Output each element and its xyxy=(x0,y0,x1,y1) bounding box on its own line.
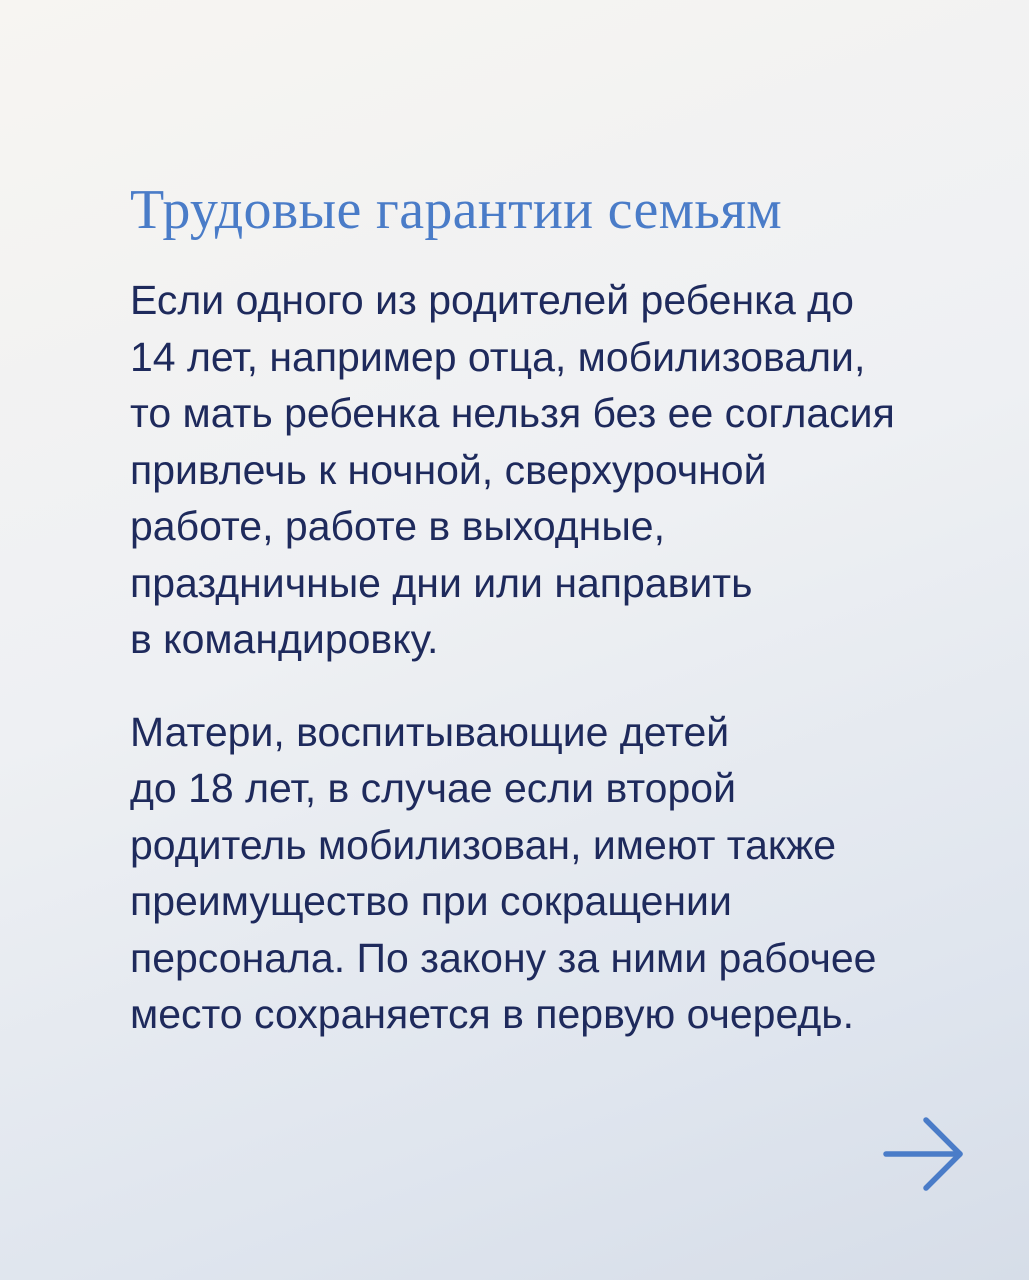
text-line: то мать ребенка нельзя без ее согласия xyxy=(130,390,895,436)
text-line: место сохраняется в первую очередь. xyxy=(130,991,855,1037)
text-line: 14 лет, например отца, мобилизовали, xyxy=(130,333,866,380)
card-body xyxy=(130,272,990,1043)
text-line: работе, работе в выходные, xyxy=(130,503,665,549)
paragraph-2 xyxy=(130,704,990,1043)
text-line: персонала. По закону за ними рабочее xyxy=(130,934,877,981)
text-line: праздничные дни или направить xyxy=(130,559,753,606)
text-line: преимущество при сокращении xyxy=(130,878,732,924)
arrow-right-icon xyxy=(880,1112,970,1196)
card-title: Трудовые гарантии семьям xyxy=(130,179,783,241)
text-line: Матери, воспитывающие детей xyxy=(130,708,730,755)
next-slide-button[interactable] xyxy=(880,1112,970,1196)
text-line: родитель мобилизован, имеют также xyxy=(130,821,837,868)
text-line: до 18 лет, в случае если второй xyxy=(130,765,736,811)
text-line: привлечь к ночной, сверхурочной xyxy=(130,446,767,493)
text-line: Если одного из родителей ребенка до xyxy=(130,277,854,323)
paragraph-1 xyxy=(130,272,990,668)
text-line: в командировку. xyxy=(130,616,439,662)
